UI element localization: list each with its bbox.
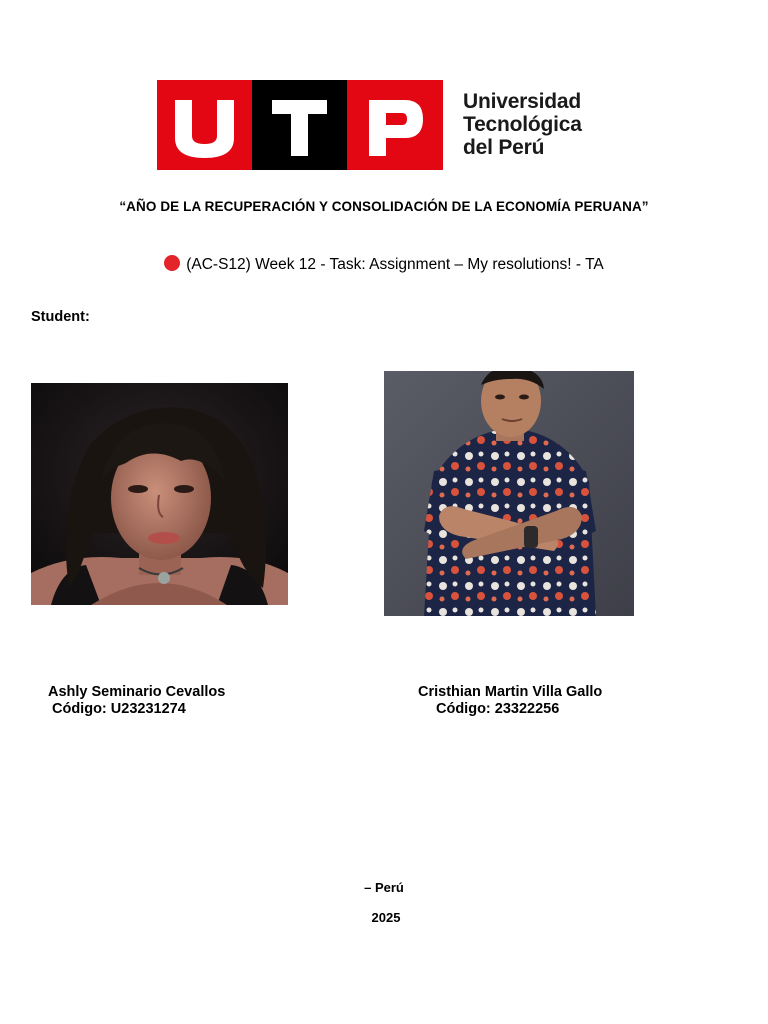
logo-letter-u-block — [157, 80, 252, 170]
student-photo-1 — [31, 383, 288, 605]
student-name-1: Ashly Seminario Cevallos — [48, 684, 226, 700]
logo-wordmark-line: del Perú — [463, 136, 545, 159]
year-motto: “AÑO DE LA RECUPERACIÓN Y CONSOLIDACIÓN DE LA ECONOMÍA PERUANA” — [119, 199, 649, 214]
logo-wordmark-line: Tecnológica — [463, 113, 582, 136]
logo-letter-t-block — [252, 80, 347, 170]
logo-letter-p-block — [347, 80, 443, 170]
task-title-line — [0, 255, 768, 274]
utp-logo — [157, 78, 605, 174]
student-code-1: Código: U23231274 — [52, 701, 186, 717]
logo-wordmark-line: Universidad — [463, 90, 582, 113]
logo-letter-p — [347, 80, 443, 170]
student-label: Student: — [31, 309, 90, 325]
student-code-2: Código: 23322256 — [436, 701, 560, 717]
student-name-2: Cristhian Martin Villa Gallo — [418, 684, 603, 700]
country-label: – Perú — [364, 880, 404, 895]
logo-letter-u — [157, 80, 252, 170]
student-photo-2 — [384, 371, 634, 616]
logo-wordmark — [463, 90, 608, 159]
logo-letter-t — [252, 80, 347, 170]
task-title: (AC-S12) Week 12 - Task: Assignment – My resolutions! - TA — [186, 256, 604, 273]
red-circle-icon — [164, 255, 180, 271]
year-label: 2025 — [371, 910, 401, 925]
